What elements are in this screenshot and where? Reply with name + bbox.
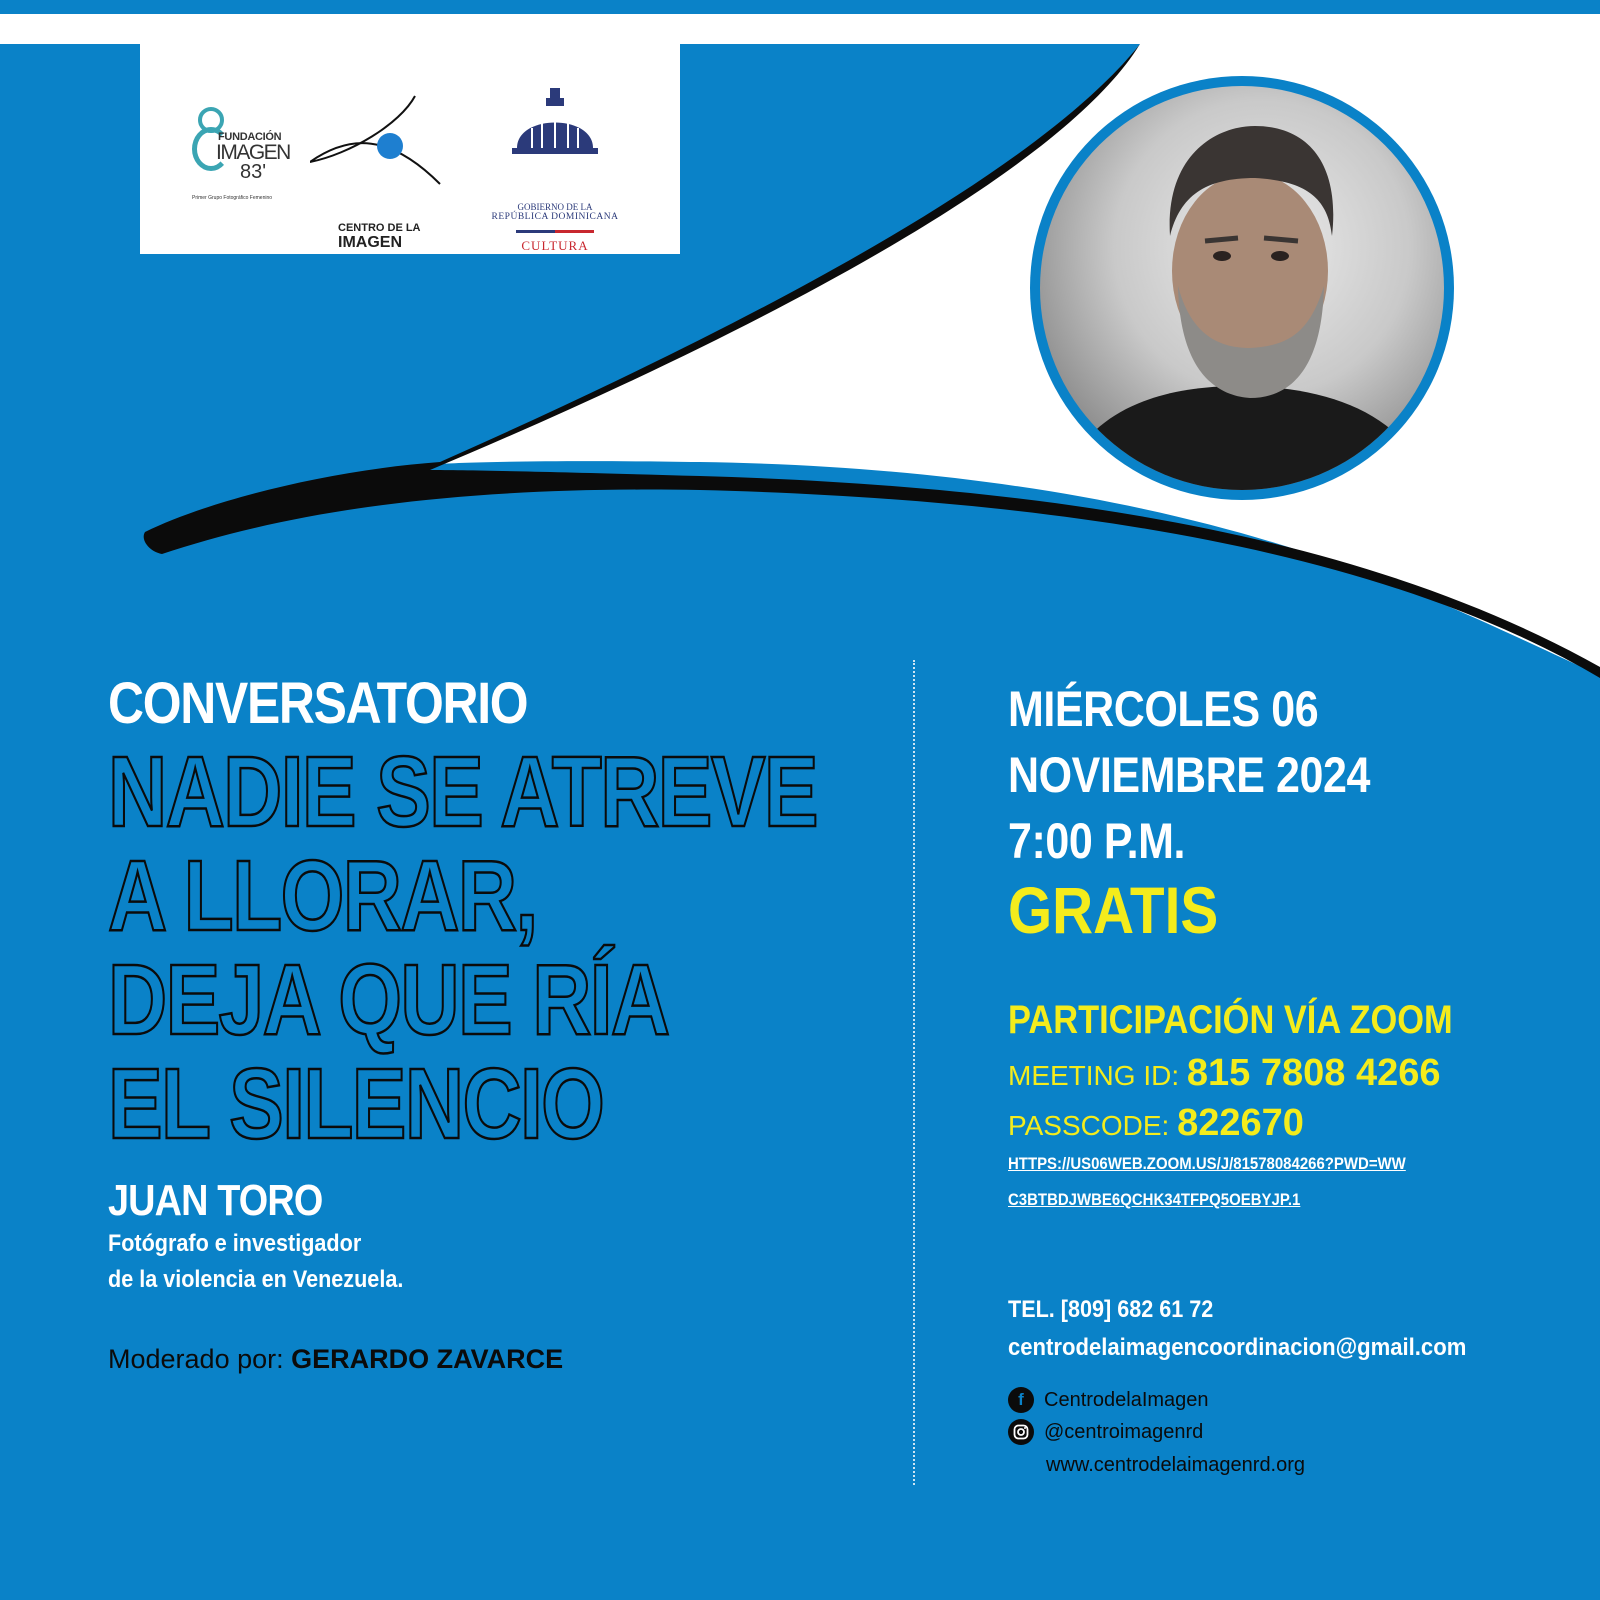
event-title-line-2: A LLORAR, [108, 840, 537, 952]
contact-email[interactable]: centrodelaimagencoordinacion@gmail.com [1008, 1334, 1467, 1361]
meeting-id-label: MEETING ID: [1008, 1060, 1187, 1091]
speaker-role-line-2: de la violencia en Venezuela. [108, 1266, 404, 1293]
zoom-link-line-1[interactable]: HTTPS://US06WEB.ZOOM.US/J/81578084266?PWD=WW [1008, 1154, 1406, 1173]
event-type-label: CONVERSATORIO [108, 671, 528, 736]
dotted-divider [913, 660, 915, 1485]
event-month-year: NOVIEMBRE 2024 [1008, 747, 1371, 803]
moderator-name: GERARDO ZAVARCE [291, 1344, 564, 1374]
zoom-link-line-2[interactable]: C3BTBDJWBE6QCHK34TFPQ5OEBYJP.1 [1008, 1190, 1301, 1209]
facebook-handle: CentrodelaImagen [1044, 1388, 1209, 1411]
instagram-handle: @centroimagenrd [1044, 1420, 1204, 1443]
website-link[interactable]: www.centrodelaimagenrd.org [1046, 1454, 1306, 1476]
instagram-icon [1008, 1419, 1034, 1445]
passcode-value: 822670 [1177, 1102, 1304, 1144]
republica-label: REPÚBLICA DOMINICANA [491, 212, 619, 222]
speaker-role-line-1: Fotógrafo e investigador [108, 1230, 362, 1257]
centro-label-2: IMAGEN [338, 234, 402, 251]
fundacion-imagen-83-logo [192, 99, 292, 214]
portrait-illustration [1040, 86, 1444, 490]
dome-icon [480, 84, 630, 194]
passcode-label: PASSCODE: [1008, 1110, 1178, 1141]
phone-number: TEL. [809] 682 61 72 [1008, 1296, 1214, 1323]
event-title-line-3: DEJA QUE RÍA [108, 944, 669, 1056]
price-label: GRATIS [1008, 873, 1219, 947]
sponsor-logos-box [140, 44, 680, 254]
centro-eye-icon [310, 94, 450, 194]
centro-de-la-imagen-logo [310, 94, 450, 251]
fundacion-label: FUNDACIÓN [218, 131, 282, 143]
cultura-label: CULTURA [521, 238, 589, 253]
speaker-portrait [1040, 86, 1444, 490]
speaker-photo [1030, 76, 1454, 500]
gobierno-label: GOBIERNO DE LA [517, 202, 593, 212]
moderator-label: Moderado por: [108, 1344, 292, 1374]
facebook-icon: f [1008, 1387, 1034, 1413]
speaker-name: JUAN TORO [108, 1176, 323, 1225]
event-title-line-1: NADIE SE ATREVE [108, 736, 817, 848]
passcode-line [1008, 1102, 1304, 1145]
year-label: 83' [240, 161, 267, 183]
meeting-id-line [1008, 1052, 1441, 1095]
event-time: 7:00 P.M. [1008, 813, 1185, 869]
facebook-row[interactable] [1008, 1386, 1209, 1414]
event-day: MIÉRCOLES 06 [1008, 681, 1319, 737]
imagen-label: IMAGEN [216, 141, 290, 164]
event-title-line-4: EL SILENCIO [108, 1048, 604, 1160]
instagram-row[interactable] [1008, 1418, 1203, 1446]
meeting-id-value: 815 7808 4266 [1186, 1052, 1441, 1094]
moderator-line [108, 1344, 563, 1375]
zoom-heading: PARTICIPACIÓN VÍA ZOOM [1008, 998, 1453, 1042]
fundacion-tagline: Primer Grupo Fotográfico Femenino [192, 195, 273, 201]
instagram-glyph [1013, 1424, 1029, 1440]
gobierno-cultura-logo [480, 84, 630, 253]
flag-bar [516, 230, 594, 233]
centro-label-1: CENTRO DE LA [338, 222, 421, 234]
